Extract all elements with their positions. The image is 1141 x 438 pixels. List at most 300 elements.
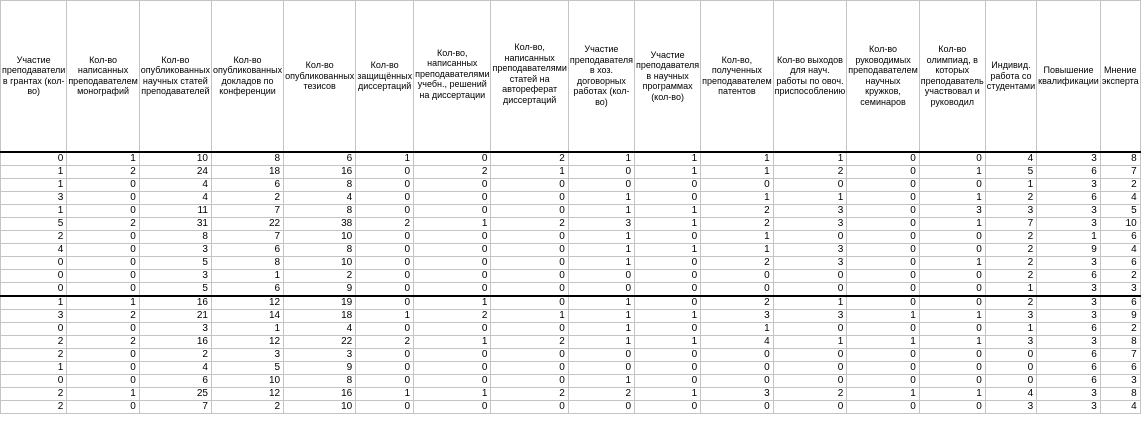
table-cell[interactable]: 10 <box>284 256 356 269</box>
table-cell[interactable]: 0 <box>847 322 919 335</box>
table-cell[interactable]: 0 <box>491 204 568 217</box>
table-cell[interactable]: 1 <box>67 296 139 310</box>
table-cell[interactable]: 0 <box>985 348 1036 361</box>
table-cell[interactable]: 1 <box>568 243 634 256</box>
table-cell[interactable]: 3 <box>773 256 847 269</box>
table-cell[interactable]: 0 <box>847 243 919 256</box>
table-cell[interactable]: 3 <box>1037 256 1101 269</box>
table-cell[interactable]: 0 <box>985 374 1036 387</box>
table-cell[interactable]: 3 <box>139 269 211 282</box>
table-cell[interactable]: 2 <box>67 217 139 230</box>
table-cell[interactable]: 8 <box>1100 335 1140 348</box>
table-cell[interactable]: 16 <box>284 387 356 400</box>
table-cell[interactable]: 0 <box>847 165 919 178</box>
table-cell[interactable]: 0 <box>356 256 414 269</box>
table-cell[interactable]: 1 <box>67 387 139 400</box>
table-cell[interactable]: 0 <box>67 204 139 217</box>
table-cell[interactable]: 1 <box>414 296 491 310</box>
table-cell[interactable]: 0 <box>568 400 634 413</box>
table-cell[interactable]: 2 <box>491 217 568 230</box>
table-cell[interactable]: 1 <box>919 256 985 269</box>
table-cell[interactable]: 1 <box>1 361 67 374</box>
table-cell[interactable]: 0 <box>491 296 568 310</box>
table-cell[interactable]: 4 <box>1100 400 1140 413</box>
table-cell[interactable]: 1 <box>568 152 634 166</box>
table-cell[interactable]: 0 <box>635 269 701 282</box>
table-cell[interactable]: 0 <box>773 374 847 387</box>
table-cell[interactable]: 0 <box>414 400 491 413</box>
table-cell[interactable]: 2 <box>1100 178 1140 191</box>
table-cell[interactable]: 1 <box>1 178 67 191</box>
table-cell[interactable]: 1 <box>635 165 701 178</box>
table-cell[interactable]: 3 <box>701 387 773 400</box>
table-cell[interactable]: 1 <box>356 387 414 400</box>
table-cell[interactable]: 5 <box>985 165 1036 178</box>
table-cell[interactable]: 1 <box>568 296 634 310</box>
table-cell[interactable]: 11 <box>139 204 211 217</box>
table-cell[interactable]: 0 <box>773 361 847 374</box>
table-cell[interactable]: 0 <box>1 322 67 335</box>
table-cell[interactable]: 0 <box>491 243 568 256</box>
table-cell[interactable]: 1 <box>773 335 847 348</box>
table-cell[interactable]: 3 <box>1037 178 1101 191</box>
table-cell[interactable]: 3 <box>1037 387 1101 400</box>
table-cell[interactable]: 1 <box>568 374 634 387</box>
table-cell[interactable]: 2 <box>491 152 568 166</box>
table-cell[interactable]: 19 <box>284 296 356 310</box>
table-cell[interactable]: 1 <box>491 165 568 178</box>
table-cell[interactable]: 8 <box>1100 152 1140 166</box>
table-cell[interactable]: 2 <box>701 204 773 217</box>
table-cell[interactable]: 5 <box>139 256 211 269</box>
table-cell[interactable]: 2 <box>701 256 773 269</box>
table-cell[interactable]: 7 <box>985 217 1036 230</box>
table-cell[interactable]: 0 <box>919 348 985 361</box>
column-header[interactable] <box>919 1 985 152</box>
table-cell[interactable]: 0 <box>414 361 491 374</box>
column-header[interactable] <box>356 1 414 152</box>
table-cell[interactable]: 8 <box>284 243 356 256</box>
table-cell[interactable]: 16 <box>284 165 356 178</box>
table-cell[interactable]: 7 <box>1100 165 1140 178</box>
table-cell[interactable]: 0 <box>67 191 139 204</box>
table-cell[interactable]: 4 <box>985 387 1036 400</box>
table-cell[interactable]: 0 <box>847 256 919 269</box>
table-cell[interactable]: 6 <box>1100 256 1140 269</box>
column-header[interactable] <box>414 1 491 152</box>
table-cell[interactable]: 1 <box>414 335 491 348</box>
table-cell[interactable]: 3 <box>985 204 1036 217</box>
table-cell[interactable]: 0 <box>919 374 985 387</box>
table-cell[interactable]: 0 <box>635 400 701 413</box>
table-cell[interactable]: 0 <box>491 256 568 269</box>
table-cell[interactable]: 0 <box>67 269 139 282</box>
column-header[interactable] <box>773 1 847 152</box>
table-cell[interactable]: 1 <box>701 191 773 204</box>
table-cell[interactable]: 0 <box>414 191 491 204</box>
table-cell[interactable]: 0 <box>701 374 773 387</box>
table-cell[interactable]: 12 <box>211 296 283 310</box>
table-cell[interactable]: 0 <box>919 178 985 191</box>
table-cell[interactable]: 0 <box>491 361 568 374</box>
table-cell[interactable]: 0 <box>701 361 773 374</box>
table-cell[interactable]: 3 <box>1037 296 1101 310</box>
table-cell[interactable]: 3 <box>773 309 847 322</box>
table-cell[interactable]: 6 <box>1037 191 1101 204</box>
table-cell[interactable]: 0 <box>635 191 701 204</box>
table-cell[interactable]: 1 <box>773 296 847 310</box>
table-cell[interactable]: 0 <box>847 269 919 282</box>
table-cell[interactable]: 5 <box>211 361 283 374</box>
table-cell[interactable]: 2 <box>985 269 1036 282</box>
table-cell[interactable]: 7 <box>1100 348 1140 361</box>
table-cell[interactable]: 1 <box>356 309 414 322</box>
table-cell[interactable]: 6 <box>1037 374 1101 387</box>
table-cell[interactable]: 1 <box>414 217 491 230</box>
table-cell[interactable]: 21 <box>139 309 211 322</box>
table-cell[interactable]: 0 <box>568 269 634 282</box>
table-cell[interactable]: 2 <box>773 387 847 400</box>
table-cell[interactable]: 0 <box>356 230 414 243</box>
table-cell[interactable]: 1 <box>847 335 919 348</box>
table-cell[interactable]: 0 <box>985 361 1036 374</box>
table-cell[interactable]: 1 <box>1037 230 1101 243</box>
table-cell[interactable]: 12 <box>211 335 283 348</box>
table-cell[interactable]: 9 <box>1037 243 1101 256</box>
table-cell[interactable]: 0 <box>635 361 701 374</box>
table-cell[interactable]: 0 <box>773 400 847 413</box>
table-cell[interactable]: 2 <box>67 335 139 348</box>
table-cell[interactable]: 3 <box>1037 282 1101 296</box>
table-cell[interactable]: 0 <box>568 165 634 178</box>
table-cell[interactable]: 1 <box>211 269 283 282</box>
column-header[interactable] <box>491 1 568 152</box>
table-cell[interactable]: 2 <box>284 269 356 282</box>
table-cell[interactable]: 3 <box>1037 335 1101 348</box>
table-cell[interactable]: 1 <box>701 243 773 256</box>
table-cell[interactable]: 0 <box>414 204 491 217</box>
table-cell[interactable]: 7 <box>211 204 283 217</box>
table-cell[interactable]: 16 <box>139 335 211 348</box>
table-cell[interactable]: 0 <box>414 178 491 191</box>
table-cell[interactable]: 0 <box>635 230 701 243</box>
table-cell[interactable]: 8 <box>139 230 211 243</box>
table-cell[interactable]: 25 <box>139 387 211 400</box>
table-cell[interactable]: 0 <box>356 374 414 387</box>
table-cell[interactable]: 3 <box>985 400 1036 413</box>
table-cell[interactable]: 2 <box>1100 269 1140 282</box>
table-cell[interactable]: 0 <box>919 230 985 243</box>
table-cell[interactable]: 2 <box>985 296 1036 310</box>
table-cell[interactable]: 0 <box>67 230 139 243</box>
table-cell[interactable]: 0 <box>491 374 568 387</box>
table-cell[interactable]: 2 <box>67 165 139 178</box>
column-header[interactable] <box>635 1 701 152</box>
table-cell[interactable]: 3 <box>773 217 847 230</box>
table-cell[interactable]: 0 <box>491 191 568 204</box>
table-cell[interactable]: 0 <box>701 178 773 191</box>
table-cell[interactable]: 2 <box>211 191 283 204</box>
table-cell[interactable]: 0 <box>847 296 919 310</box>
table-cell[interactable]: 1 <box>414 387 491 400</box>
table-cell[interactable]: 3 <box>284 348 356 361</box>
table-cell[interactable]: 0 <box>356 361 414 374</box>
table-cell[interactable]: 1 <box>356 152 414 166</box>
table-cell[interactable]: 3 <box>701 309 773 322</box>
table-cell[interactable]: 3 <box>773 204 847 217</box>
table-cell[interactable]: 2 <box>568 387 634 400</box>
table-cell[interactable]: 38 <box>284 217 356 230</box>
table-cell[interactable]: 8 <box>211 152 283 166</box>
table-cell[interactable]: 3 <box>139 322 211 335</box>
column-header[interactable] <box>284 1 356 152</box>
table-cell[interactable]: 1 <box>635 243 701 256</box>
table-cell[interactable]: 9 <box>284 282 356 296</box>
table-cell[interactable]: 0 <box>773 282 847 296</box>
table-cell[interactable]: 2 <box>67 309 139 322</box>
table-cell[interactable]: 0 <box>414 282 491 296</box>
table-cell[interactable]: 4 <box>139 178 211 191</box>
table-cell[interactable]: 3 <box>1037 204 1101 217</box>
table-cell[interactable]: 3 <box>211 348 283 361</box>
table-cell[interactable]: 1 <box>701 230 773 243</box>
table-cell[interactable]: 1 <box>635 335 701 348</box>
table-cell[interactable]: 6 <box>1100 296 1140 310</box>
table-cell[interactable]: 2 <box>985 243 1036 256</box>
column-header[interactable] <box>847 1 919 152</box>
table-cell[interactable]: 0 <box>414 243 491 256</box>
table-cell[interactable]: 8 <box>1100 387 1140 400</box>
table-cell[interactable]: 1 <box>701 165 773 178</box>
table-cell[interactable]: 0 <box>847 217 919 230</box>
table-cell[interactable]: 0 <box>356 178 414 191</box>
table-cell[interactable]: 5 <box>1100 204 1140 217</box>
column-header[interactable] <box>1037 1 1101 152</box>
table-cell[interactable]: 0 <box>847 178 919 191</box>
table-cell[interactable]: 0 <box>568 178 634 191</box>
table-cell[interactable]: 0 <box>847 348 919 361</box>
table-cell[interactable]: 0 <box>773 322 847 335</box>
table-cell[interactable]: 3 <box>919 204 985 217</box>
table-cell[interactable]: 10 <box>284 400 356 413</box>
table-cell[interactable]: 4 <box>139 361 211 374</box>
table-cell[interactable]: 18 <box>211 165 283 178</box>
table-cell[interactable]: 4 <box>284 191 356 204</box>
table-cell[interactable]: 0 <box>1 374 67 387</box>
table-cell[interactable]: 1 <box>568 256 634 269</box>
table-cell[interactable]: 2 <box>1 387 67 400</box>
table-cell[interactable]: 6 <box>211 243 283 256</box>
table-cell[interactable]: 4 <box>1 243 67 256</box>
table-cell[interactable]: 0 <box>773 230 847 243</box>
table-cell[interactable]: 3 <box>1037 217 1101 230</box>
table-cell[interactable]: 1 <box>847 387 919 400</box>
table-cell[interactable]: 0 <box>847 152 919 166</box>
table-cell[interactable]: 2 <box>701 217 773 230</box>
table-cell[interactable]: 1 <box>919 387 985 400</box>
table-cell[interactable]: 6 <box>284 152 356 166</box>
table-cell[interactable]: 0 <box>919 282 985 296</box>
table-cell[interactable]: 0 <box>847 361 919 374</box>
table-cell[interactable]: 3 <box>568 217 634 230</box>
table-cell[interactable]: 6 <box>1100 230 1140 243</box>
table-cell[interactable]: 7 <box>211 230 283 243</box>
table-cell[interactable]: 8 <box>284 374 356 387</box>
table-cell[interactable]: 0 <box>67 374 139 387</box>
table-cell[interactable]: 0 <box>67 348 139 361</box>
table-cell[interactable]: 1 <box>635 204 701 217</box>
table-cell[interactable]: 1 <box>701 322 773 335</box>
table-cell[interactable]: 3 <box>139 243 211 256</box>
table-cell[interactable]: 2 <box>356 335 414 348</box>
table-cell[interactable]: 3 <box>1 191 67 204</box>
table-cell[interactable]: 2 <box>1 400 67 413</box>
table-cell[interactable]: 4 <box>1100 191 1140 204</box>
table-cell[interactable]: 18 <box>284 309 356 322</box>
table-cell[interactable]: 3 <box>1100 374 1140 387</box>
column-header[interactable] <box>701 1 773 152</box>
table-cell[interactable]: 1 <box>985 282 1036 296</box>
table-cell[interactable]: 1 <box>635 152 701 166</box>
column-header[interactable] <box>1 1 67 152</box>
table-cell[interactable]: 0 <box>635 348 701 361</box>
table-cell[interactable]: 0 <box>919 243 985 256</box>
table-cell[interactable]: 2 <box>1100 322 1140 335</box>
table-cell[interactable]: 0 <box>67 361 139 374</box>
table-cell[interactable]: 0 <box>414 269 491 282</box>
table-cell[interactable]: 0 <box>919 152 985 166</box>
table-cell[interactable]: 0 <box>701 269 773 282</box>
table-cell[interactable]: 0 <box>491 178 568 191</box>
table-cell[interactable]: 0 <box>847 230 919 243</box>
table-cell[interactable]: 31 <box>139 217 211 230</box>
table-cell[interactable]: 0 <box>773 348 847 361</box>
table-cell[interactable]: 2 <box>1 335 67 348</box>
table-cell[interactable]: 6 <box>1037 322 1101 335</box>
table-cell[interactable]: 1 <box>1 296 67 310</box>
table-cell[interactable]: 12 <box>211 387 283 400</box>
table-cell[interactable]: 0 <box>356 348 414 361</box>
table-cell[interactable]: 2 <box>1 230 67 243</box>
table-cell[interactable]: 6 <box>211 178 283 191</box>
table-cell[interactable]: 0 <box>701 348 773 361</box>
table-cell[interactable]: 0 <box>67 256 139 269</box>
table-cell[interactable]: 1 <box>491 309 568 322</box>
table-cell[interactable]: 0 <box>414 374 491 387</box>
table-cell[interactable]: 2 <box>701 296 773 310</box>
table-cell[interactable]: 0 <box>847 191 919 204</box>
table-cell[interactable]: 2 <box>985 230 1036 243</box>
table-cell[interactable]: 0 <box>635 282 701 296</box>
table-cell[interactable]: 1 <box>568 322 634 335</box>
table-cell[interactable]: 1 <box>635 387 701 400</box>
table-cell[interactable]: 1 <box>985 322 1036 335</box>
table-cell[interactable]: 0 <box>67 282 139 296</box>
table-cell[interactable]: 0 <box>414 256 491 269</box>
table-cell[interactable]: 0 <box>847 374 919 387</box>
table-cell[interactable]: 2 <box>211 400 283 413</box>
table-cell[interactable]: 0 <box>491 400 568 413</box>
table-cell[interactable]: 1 <box>1 204 67 217</box>
table-cell[interactable]: 1 <box>919 309 985 322</box>
table-cell[interactable]: 2 <box>985 256 1036 269</box>
column-header[interactable] <box>139 1 211 152</box>
table-cell[interactable]: 1 <box>635 309 701 322</box>
table-cell[interactable]: 0 <box>773 178 847 191</box>
table-cell[interactable]: 0 <box>67 322 139 335</box>
table-cell[interactable]: 0 <box>356 191 414 204</box>
table-cell[interactable]: 0 <box>67 243 139 256</box>
table-cell[interactable]: 1 <box>919 217 985 230</box>
table-cell[interactable]: 3 <box>773 243 847 256</box>
table-cell[interactable]: 2 <box>985 191 1036 204</box>
table-cell[interactable]: 0 <box>67 178 139 191</box>
table-cell[interactable]: 0 <box>635 322 701 335</box>
table-cell[interactable]: 1 <box>985 178 1036 191</box>
table-cell[interactable]: 0 <box>491 322 568 335</box>
table-cell[interactable]: 0 <box>356 269 414 282</box>
table-cell[interactable]: 1 <box>919 335 985 348</box>
table-cell[interactable]: 2 <box>1 348 67 361</box>
table-cell[interactable]: 4 <box>701 335 773 348</box>
table-cell[interactable]: 1 <box>568 204 634 217</box>
table-cell[interactable]: 3 <box>1 309 67 322</box>
table-cell[interactable]: 0 <box>919 400 985 413</box>
table-cell[interactable]: 0 <box>919 361 985 374</box>
table-cell[interactable]: 0 <box>491 348 568 361</box>
table-cell[interactable]: 9 <box>284 361 356 374</box>
table-cell[interactable]: 24 <box>139 165 211 178</box>
table-cell[interactable]: 4 <box>284 322 356 335</box>
table-cell[interactable]: 10 <box>284 230 356 243</box>
column-header[interactable] <box>985 1 1036 152</box>
table-cell[interactable]: 3 <box>1100 282 1140 296</box>
table-cell[interactable]: 0 <box>568 282 634 296</box>
table-cell[interactable]: 3 <box>1037 400 1101 413</box>
table-cell[interactable]: 0 <box>701 400 773 413</box>
table-cell[interactable]: 0 <box>635 256 701 269</box>
table-cell[interactable]: 1 <box>773 152 847 166</box>
table-cell[interactable]: 6 <box>1037 165 1101 178</box>
table-cell[interactable]: 3 <box>985 309 1036 322</box>
table-cell[interactable]: 3 <box>1037 152 1101 166</box>
table-cell[interactable]: 1 <box>568 309 634 322</box>
table-cell[interactable]: 2 <box>139 348 211 361</box>
table-cell[interactable]: 3 <box>1037 309 1101 322</box>
table-cell[interactable]: 1 <box>919 191 985 204</box>
table-cell[interactable]: 0 <box>414 152 491 166</box>
table-cell[interactable]: 1 <box>773 191 847 204</box>
table-cell[interactable]: 0 <box>1 282 67 296</box>
table-cell[interactable]: 16 <box>139 296 211 310</box>
column-header[interactable] <box>67 1 139 152</box>
table-cell[interactable]: 6 <box>1037 269 1101 282</box>
table-cell[interactable]: 10 <box>1100 217 1140 230</box>
table-cell[interactable]: 2 <box>773 165 847 178</box>
table-cell[interactable]: 0 <box>414 230 491 243</box>
table-cell[interactable]: 10 <box>139 152 211 166</box>
table-cell[interactable]: 0 <box>847 204 919 217</box>
table-cell[interactable]: 1 <box>701 152 773 166</box>
table-cell[interactable]: 22 <box>211 217 283 230</box>
table-cell[interactable]: 0 <box>568 348 634 361</box>
table-cell[interactable]: 6 <box>1100 361 1140 374</box>
table-cell[interactable]: 10 <box>211 374 283 387</box>
column-header[interactable] <box>211 1 283 152</box>
table-cell[interactable]: 2 <box>491 387 568 400</box>
table-cell[interactable]: 1 <box>568 230 634 243</box>
table-cell[interactable]: 1 <box>1 165 67 178</box>
